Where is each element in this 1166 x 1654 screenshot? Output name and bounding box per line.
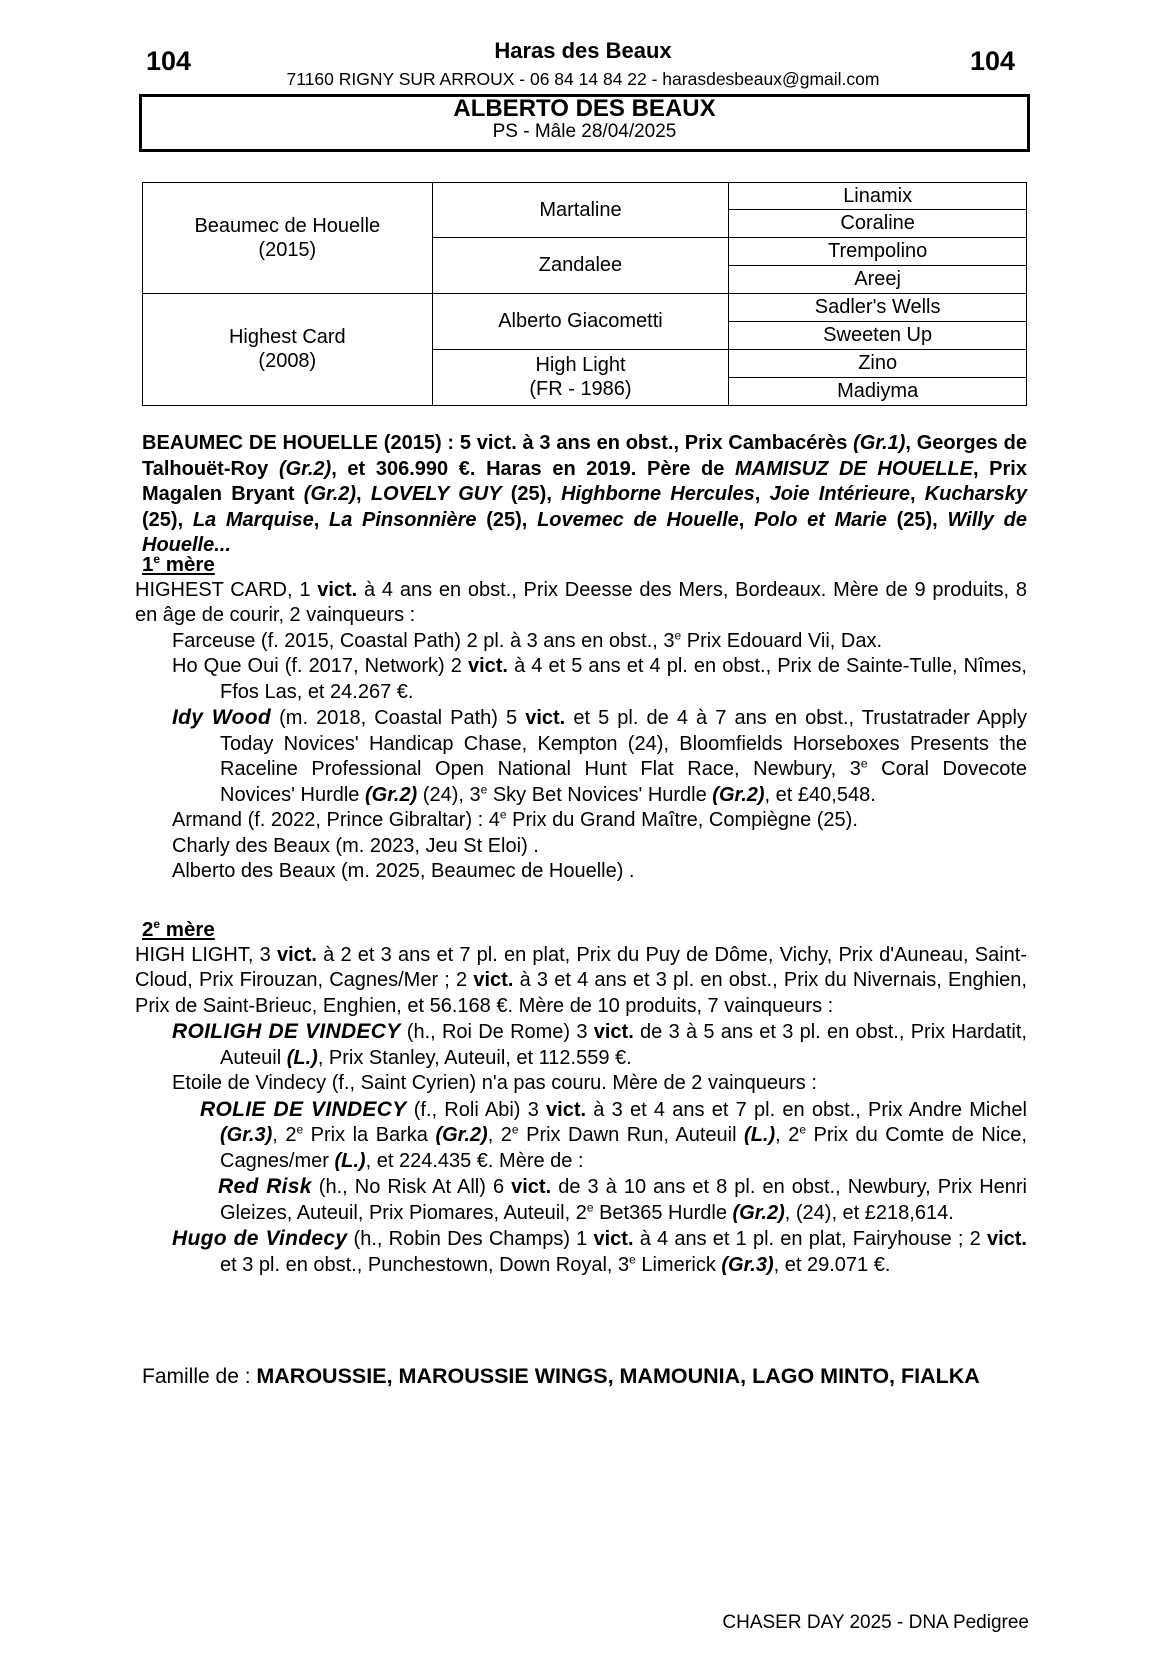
sire-year: (2015) [258,238,317,261]
sire-text: , [313,508,329,531]
sup: e [480,781,488,796]
produce-hugo [142,1226,1027,1278]
offspring-name: La Pinsonnière [328,508,477,531]
sire-text: , [754,483,770,505]
title-sup: e [153,552,161,567]
farm-name: Haras des Beaux [494,38,672,63]
title-sup: e [153,917,161,932]
text: HIGHEST CARD, 1 [135,578,318,601]
second-dam-intro [135,943,1027,1020]
sup: e [296,1122,304,1137]
text: et 3 pl. en obst., Punchestown, Down Royal, 3 [220,1253,630,1276]
text: (m. 2018, Coastal Path) 5 [271,707,526,729]
horse-name: ALBERTO DES BEAUX [453,95,716,122]
grade-label: (Gr.2) [303,483,357,505]
text: Bet365 Hurdle [593,1201,733,1224]
horse-subtitle: PS - Mâle 28/04/2025 [492,121,677,142]
vict-label: vict. [473,969,514,991]
pedigree-g3: Trempolino [729,237,1027,265]
text: Prix Edouard Vii, Dax. [681,629,883,652]
second-dam-title [142,917,1027,943]
pedigree-g8: Madiyma [729,377,1027,405]
produce-etoile: Etoile de Vindecy (f., Saint Cyrien) n'a pas couru. Mère de 2 vainqueurs : [172,1072,817,1094]
text: à 3 et 4 ans et 7 pl. en obst., Prix Andre Michel [586,1098,1027,1121]
winner-name: ROILIGH DE VINDECY [172,1020,401,1043]
sire-text: , [909,483,925,505]
grade-label: (Gr.1) [853,432,906,454]
sire-text: (25), [501,483,562,505]
sire-text: , Georges de Talhouët-Roy [142,432,1027,480]
offspring-name: Willy de Houelle... [142,508,1027,556]
sire-text: BEAUMEC DE HOUELLE (2015) : 5 vict. à 3 ans en obst., Prix Cambacérès [142,432,854,454]
produce-rolie [142,1097,1027,1175]
text: , 2 [272,1124,297,1146]
offspring-name: Kucharsky [924,483,1028,505]
text: , et £40,548. [764,783,876,806]
grade-label: (Gr.2) [435,1124,488,1146]
vict-label: vict. [467,655,508,677]
text: (f., Roli Abi) 3 [406,1098,547,1121]
text: à 2 et 3 ans et 7 pl. en plat, Prix du Puy de Dôme, Vichy, Prix d'Auneau, Saint-Cloud, Prix Firouzan, Cagnes/Mer ; 2 [135,943,1027,991]
second-dam-section [135,917,1028,1278]
title-word: mère [160,553,215,576]
produce-farceuse [142,629,1027,655]
text: de 3 à 10 ans et 8 pl. en obst., Newbury, Prix Henri Gleizes, Auteuil, Prix Piomares, Auteuil, 2 [220,1176,1028,1224]
pedigree-g2: Coraline [729,209,1027,237]
text: (h., Robin Des Champs) 1 [347,1228,594,1250]
title-number: 2 [142,918,154,941]
grade-label: (Gr.3) [220,1124,273,1146]
vict-label: vict. [593,1021,634,1043]
offspring-name: Lovemec de Houelle [537,508,739,531]
offspring-name: LOVELY GUY [370,483,502,505]
sup: e [674,627,682,642]
offspring-name: Highborne Hercules [561,483,755,505]
text: Prix la Barka [303,1124,436,1146]
lot-number-right: 104 [970,46,1016,76]
pedigree-g1: Linamix [729,183,1027,210]
footer-text: CHASER DAY 2025 - DNA Pedigree [722,1612,1029,1633]
sup: e [586,1199,594,1214]
sire-text: , [356,483,371,505]
winner-name: Idy Wood [172,706,272,729]
text: (24), 3 [417,783,481,806]
pedigree-dam-sire: Alberto Giacometti [432,293,729,349]
sire-text: , [738,508,755,531]
vict-label: vict. [593,1228,634,1250]
text: Prix du Comte de Nice, Cagnes/mer [220,1124,1027,1172]
sup: e [499,807,507,822]
produce-alberto: Alberto des Beaux (m. 2025, Beaumec de Houelle) . [172,860,635,882]
text: et 5 pl. de 4 à 7 ans en obst., Trustatrader Apply Today Novices' Handicap Chase, Kempton (24), Bloomfields Horseboxes Presents the Raceline Professional Open National Hunt Flat Race, Newbury, 3 [220,707,1027,780]
text: HIGH LIGHT, 3 [135,943,277,966]
dam-name: Highest Card [228,326,346,349]
pedigree-dam-dam [432,349,729,405]
winner-name: ROLIE DE VINDECY [200,1097,407,1121]
sup: e [629,1251,636,1266]
produce-armand [142,808,1027,834]
text: (h., No Risk At All) 6 [311,1176,512,1198]
first-dam-section [135,552,1027,885]
text: Ho Que Oui (f. 2017, Network) 2 [172,655,468,677]
vict-label: vict. [546,1098,587,1121]
text: Armand (f. 2022, Prince Gibraltar) : 4 [172,809,500,831]
first-dam-title [142,552,1027,578]
family-line [142,1364,1027,1389]
sire-text: , et 306.990 €. Haras en 2019. Père de [331,457,736,480]
text: Farceuse (f. 2015, Coastal Path) 2 pl. à 3 ans en obst., 3 [172,629,675,652]
vict-label: vict. [525,707,566,729]
text: , (24), et £218,614. [784,1201,954,1224]
winner-name: Red Risk [218,1175,312,1198]
pedigree-g6: Sweeten Up [729,321,1027,349]
vict-label: vict. [511,1176,552,1198]
farm-contact: 71160 RIGNY SUR ARROUX - 06 84 14 84 22 - harasdesbeaux@gmail.com [286,69,880,89]
offspring-name: Joie Intérieure [769,483,910,505]
lot-number-left: 104 [146,46,192,76]
pedigree-g5: Sadler's Wells [729,293,1027,321]
sire-name: Beaumec de Houelle [194,214,381,237]
text: Coral Dovecote Novices' Hurdle [220,758,1027,806]
grade-label: (L.) [744,1124,776,1146]
grade-label: (L.) [286,1046,318,1069]
title-word: mère [160,918,215,941]
horse-title-box [139,94,1030,152]
sire-text: (25), [886,508,948,531]
grade-label: (Gr.2) [278,457,332,480]
pedigree-g4: Areej [729,265,1027,293]
pedigree-dam [143,293,433,405]
grade-label: (Gr.2) [364,783,418,806]
text: Limerick [635,1253,722,1276]
first-dam-intro [135,578,1027,629]
text: , 2 [775,1124,800,1146]
sire-text: (25), [476,508,538,531]
text: , et 224.435 €. Mère de : [365,1149,584,1172]
produce-roiligh [142,1019,1027,1071]
text: (h., Roi De Rome) 3 [400,1021,594,1043]
vict-label: vict. [986,1228,1027,1250]
pedigree-table [142,182,1027,406]
pedigree-sire-sire: Martaline [432,183,729,238]
text: à 4 et 5 ans et 4 pl. en obst., Prix de Sainte-Tulle, Nîmes, Ffos Las, et 24.267 €. [220,655,1027,703]
grade-label: (Gr.2) [712,783,765,806]
text: à 3 et 4 ans et 3 pl. en obst., Prix du Nivernais, Enghien, Prix de Saint-Brieuc, Enghien, et 56.168 €. Mère de 10 produits, 7 vainqueurs : [135,969,1027,1017]
offspring-name: MAMISUZ DE HOUELLE [735,457,973,480]
text: Prix du Grand Maître, Compiègne (25). [506,809,858,831]
sup: e [799,1122,807,1137]
grade-label: (Gr.2) [732,1201,785,1224]
pedigree-sire-dam: Zandalee [432,237,729,293]
sire-text: (25), [142,508,193,531]
pedigree-g7: Zino [729,349,1027,377]
family-label: Famille de : [142,1365,257,1388]
text: , Prix Stanley, Auteuil, et 112.559 €. [317,1046,632,1069]
offspring-name: La Marquise [192,508,314,531]
produce-red-risk [142,1174,1027,1226]
sire-text: , Prix Magalen Bryant [142,457,1027,505]
sup: e [860,756,868,771]
sire-record-paragraph [142,431,1027,559]
text: Sky Bet Novices' Hurdle [487,783,713,806]
text: Prix Dawn Run, Auteuil [518,1124,745,1146]
text: , 2 [487,1124,512,1146]
sup: e [511,1122,519,1137]
produce-ho-que-oui [142,654,1027,705]
produce-idy-wood [142,705,1027,808]
text: à 4 ans et 1 pl. en plat, Fairyhouse ; 2 [633,1228,987,1250]
grade-label: (Gr.3) [721,1253,774,1276]
text: de 3 à 5 ans et 3 pl. en obst., Prix Hardatit, Auteuil [220,1021,1027,1069]
produce-charly: Charly des Beaux (m. 2023, Jeu St Eloi) . [172,834,539,857]
offspring-name: Polo et Marie [754,508,887,531]
pedigree-sire [143,183,433,294]
vict-label: vict. [317,578,358,601]
dam-year: (2008) [258,350,317,373]
vict-label: vict. [276,943,317,966]
winner-name: Hugo de Vindecy [172,1227,348,1250]
dam-dam-origin: (FR - 1986) [529,378,632,401]
text: , et 29.071 €. [773,1253,891,1276]
title-number: 1 [142,553,154,576]
family-names: MAROUSSIE, MAROUSSIE WINGS, MAMOUNIA, LAGO MINTO, FIALKA [256,1364,980,1388]
text: à 4 ans en obst., Prix Deesse des Mers, Bordeaux. Mère de 9 produits, 8 en âge de courir, 2 vainqueurs : [135,578,1027,626]
dam-dam-name: High Light [535,354,626,377]
grade-label: (L.) [334,1149,366,1172]
